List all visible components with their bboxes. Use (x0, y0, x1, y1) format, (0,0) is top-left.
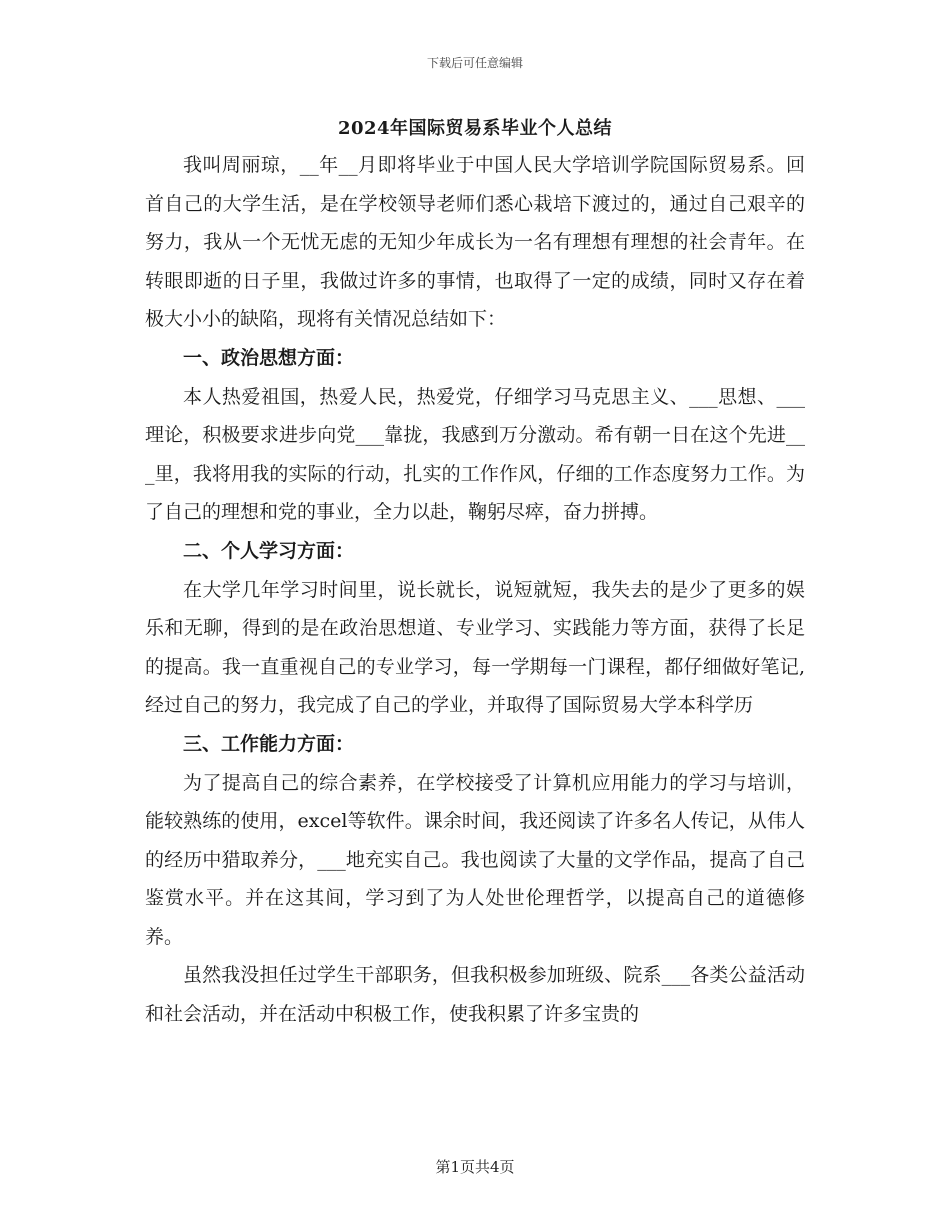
page-footer: 第1页共4页 (435, 1158, 515, 1176)
section-body-work: 为了提高自己的综合素养，在学校接受了计算机应用能力的学习与培训，能较熟练的使用，excel等软件。课余时间，我还阅读了许多名人传记，从伟人的经历中猎取养分，___地充实自己。我也阅读了大量的文学作品，提高了自己鉴赏水平。并在这其间，学习到了为人处世伦理哲学，以提高自己的道德修养。 (145, 771, 805, 948)
section-body-study: 在大学几年学习时间里，说长就长，说短就短，我失去的是少了更多的娱乐和无聊，得到的是在政治思想道、专业学习、实践能力等方面，获得了长足的提高。我一直重视自己的专业学习，每一学期每一门课程，都仔细做好笔记,经过自己的努力，我完成了自己的学业，并取得了国际贸易大学本科学历 (145, 578, 805, 717)
document-body (145, 146, 805, 1034)
page-header: 下载后可任意编辑 (426, 56, 523, 70)
section-heading-study: 二、个人学习方面： (183, 539, 355, 562)
section-body-work-continued: 虽然我没担任过学生干部职务，但我积极参加班级、院系___各类公益活动和社会活动，并在活动中积极工作，使我积累了许多宝贵的 (145, 964, 805, 1026)
section-heading-work: 三、工作能力方面： (183, 732, 355, 755)
section-body-politics: 本人热爱祖国，热爱人民，热爱党，仔细学习马克思主义、___思想、___理论，积极要求进步向党___靠拢，我感到万分激动。希有朝一日在这个先进___里，我将用我的实际的行动，扎实的工作作风，仔细的工作态度努力工作。为了自己的理想和党的事业，全力以赴，鞠躬尽瘁，奋力拼搏。 (145, 385, 805, 524)
document-title: 2024年国际贸易系毕业个人总结 (337, 118, 613, 139)
intro-paragraph: 我叫周丽琼，__年__月即将毕业于中国人民大学培训学院国际贸易系。回首自己的大学生活，是在学校领导老师们悉心栽培下渡过的，通过自己艰辛的努力，我从一个无忧无虑的无知少年成长为一名有理想有理想的社会青年。在转眼即逝的日子里，我做过许多的事情，也取得了一定的成绩，同时又存在着极大小小的缺陷，现将有关情况总结如下： (145, 154, 805, 331)
section-heading-politics: 一、政治思想方面： (183, 346, 355, 369)
